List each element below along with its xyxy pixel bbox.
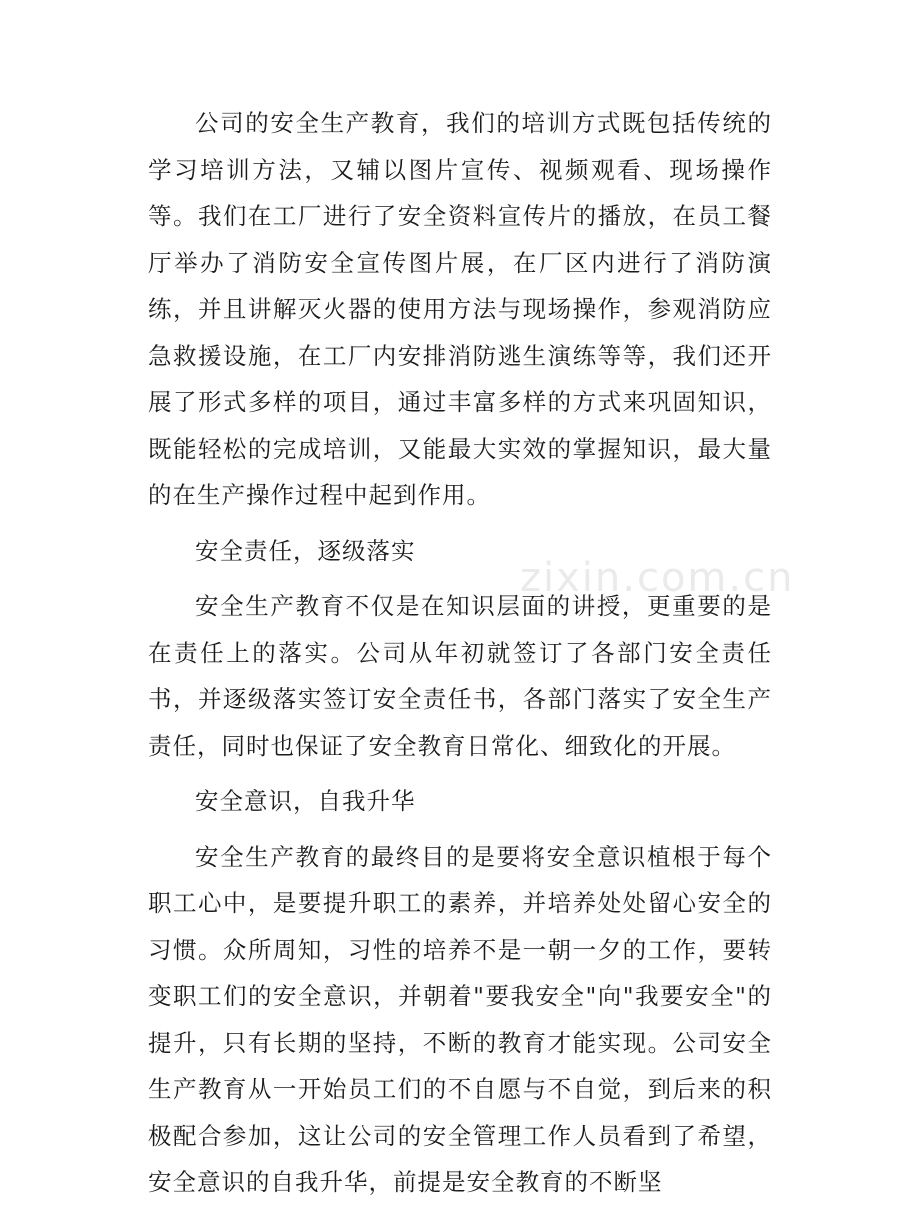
document-page (148, 100, 772, 1206)
paragraph-responsibility: 安全生产教育不仅是在知识层面的讲授，更重要的是在责任上的落实。公司从年初就签订了各部门安全责任书，并逐级落实签订安全责任书，各部门落实了安全生产责任，同时也保证了安全教育日常化、细致化的开展。 (148, 592, 772, 760)
section-heading-responsibility: 安全责任，逐级落实 (195, 536, 416, 565)
paragraph-training-methods: 公司的安全生产教育，我们的培训方式既包括传统的学习培训方法，又辅以图片宣传、视频观看、现场操作等。我们在工厂进行了安全资料宣传片的播放，在员工餐厅举办了消防安全宣传图片展，在厂区内进行了消防演练，并且讲解灭火器的使用方法与现场操作，参观消防应急救援设施，在工厂内安排消防逃生演练等等，我们还开展了形式多样的项目，通过丰富多样的方式来巩固知识，既能轻松的完成培训，又能最大实效的掌握知识，最大量的在生产操作过程中起到作用。 (148, 109, 772, 509)
section-heading-awareness: 安全意识，自我升华 (195, 787, 416, 815)
paragraph-awareness: 安全生产教育的最终目的是要将安全意识植根于每个职工心中，是要提升职工的素养，并培养处处留心安全的习惯。众所周知，习性的培养不是一朝一夕的工作，要转变职工们的安全意识，并朝着"要我安全"向"我要安全"的提升，只有长期的坚持，不断的教育才能实现。公司安全生产教育从一开始员工们的不自愿与不自觉，到后来的积极配合参加，这让公司的安全管理工作人员看到了希望，安全意识的自我升华，前提是安全教育的不断坚 (148, 842, 772, 1196)
watermark-text: zixin.com.cn (520, 555, 795, 601)
